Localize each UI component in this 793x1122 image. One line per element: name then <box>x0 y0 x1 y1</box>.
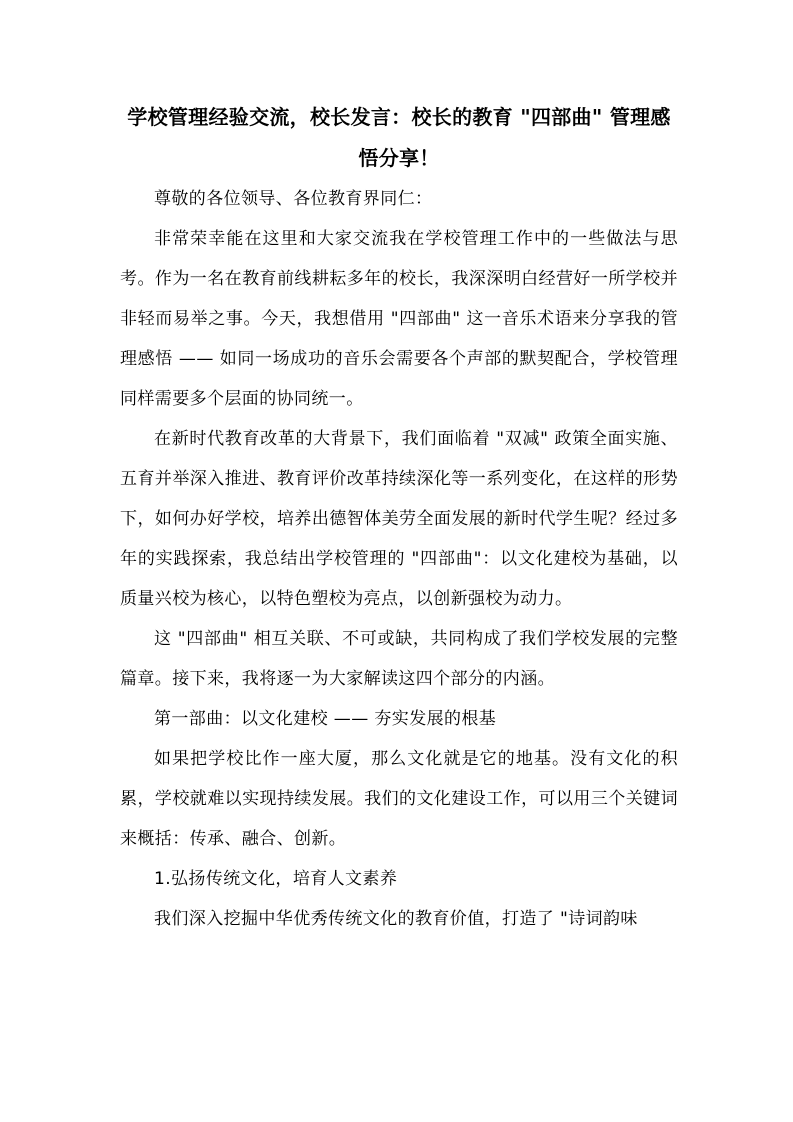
paragraph-background: 在新时代教育改革的大背景下，我们面临着 "双减" 政策全面实施、五育并举深入推进、教育评价改革持续深化等一系列变化，在这样的形势下，如何办好学校，培养出德智体美劳全面发展的新时代学生呢？经过多年的实践探索，我总结出学校管理的 "四部曲"：以文化建校为基础，以质量兴校为核心，以特色塑校为亮点，以创新强校为动力。 <box>120 429 678 609</box>
paragraph-culture: 如果把学校比作一座大厦，那么文化就是它的地基。没有文化的积累，学校就难以实现持续发展。我们的文化建设工作，可以用三个关键词来概括：传承、融合、创新。 <box>120 749 678 849</box>
paragraph-overview: 这 "四部曲" 相互关联、不可或缺，共同构成了我们学校发展的完整篇章。接下来，我将逐一为大家解读这四个部分的内涵。 <box>120 629 678 689</box>
subheading-traditional-culture: 1.弘扬传统文化，培育人文素养 <box>154 869 398 889</box>
paragraph-greeting: 尊敬的各位领导、各位教育界同仁： <box>154 189 433 209</box>
document-title: 学校管理经验交流，校长发言：校长的教育 "四部曲" 管理感悟分享！ <box>127 105 671 170</box>
document-body <box>120 97 678 939</box>
paragraph-traditional-culture: 我们深入挖掘中华优秀传统文化的教育价值，打造了 "诗词韵味 <box>154 909 638 929</box>
section-heading-culture: 第一部曲：以文化建校 —— 夯实发展的根基 <box>154 709 497 729</box>
paragraph-introduction: 非常荣幸能在这里和大家交流我在学校管理工作中的一些做法与思考。作为一名在教育前线耕耘多年的校长，我深深明白经营好一所学校并非轻而易举之事。今天，我想借用 "四部曲" 这一音乐术语来分享我的管理感悟 —— 如同一场成功的音乐会需要各个声部的默契配合，学校管理同样需要多个层面的协同统一。 <box>120 229 678 409</box>
